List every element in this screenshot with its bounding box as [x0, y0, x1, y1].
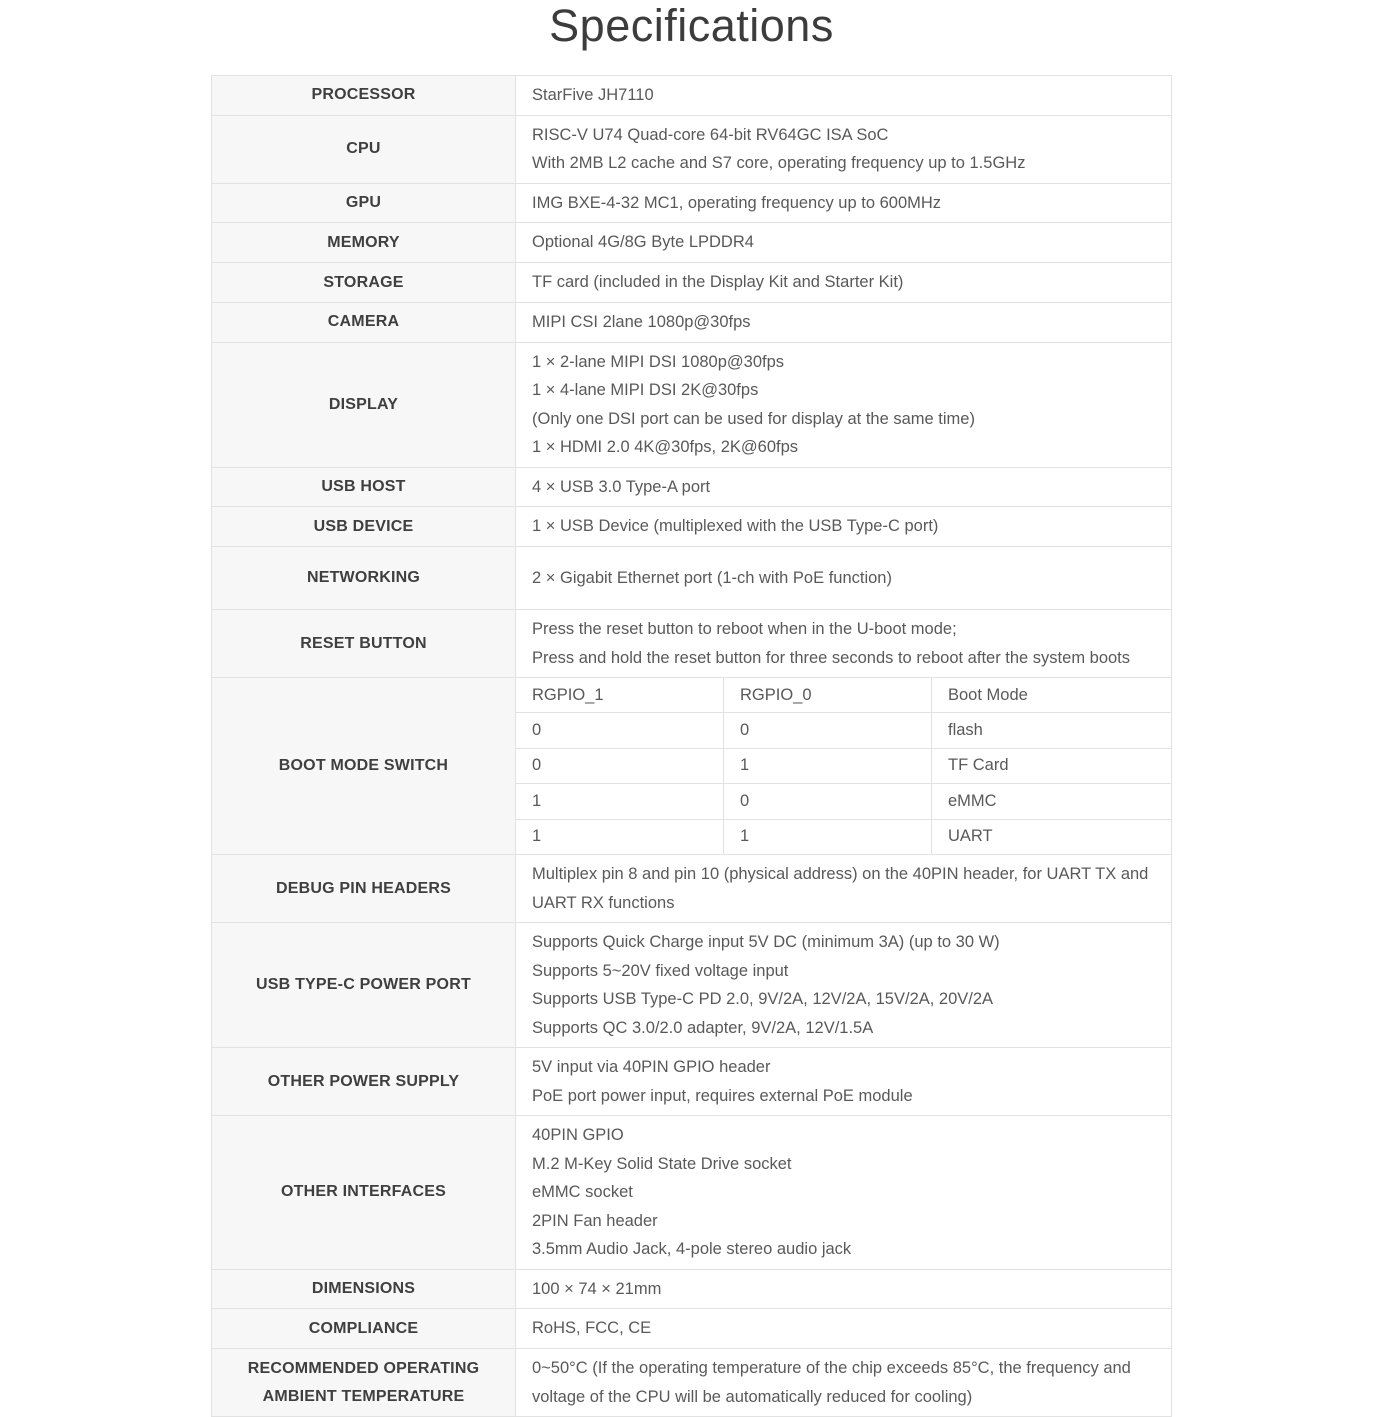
table-row	[212, 115, 1171, 183]
boot-table-header-row	[516, 678, 1171, 712]
spec-value-line: Supports QC 3.0/2.0 adapter, 9V/2A, 12V/1.5A	[532, 1018, 874, 1037]
spec-value	[516, 1309, 1171, 1348]
spec-label: CPU	[212, 116, 516, 183]
spec-value-line: 40PIN GPIO	[532, 1126, 624, 1144]
spec-value-line: StarFive JH7110	[532, 86, 654, 104]
page-title: Specifications	[549, 0, 834, 51]
spec-value	[516, 1270, 1171, 1309]
spec-value-line: 100 × 74 × 21mm	[532, 1279, 662, 1298]
boot-table-cell: 1	[532, 827, 542, 846]
table-row	[212, 609, 1171, 677]
spec-label: PROCESSOR	[212, 76, 516, 115]
boot-table-cell: 0	[532, 721, 542, 740]
spec-label: RESET BUTTON	[212, 610, 516, 677]
spec-value-line: (Only one DSI port can be used for display at the same time)	[532, 409, 975, 428]
boot-table-row	[516, 819, 1171, 854]
spec-label: USB TYPE-C POWER PORT	[212, 923, 516, 1047]
boot-table-cell: 0	[723, 713, 931, 747]
boot-table-cell: 1	[723, 749, 931, 783]
spec-value	[516, 547, 1171, 609]
boot-table-row	[516, 712, 1171, 747]
spec-label: MEMORY	[212, 223, 516, 262]
table-row	[212, 1047, 1171, 1115]
spec-value-line: eMMC socket	[532, 1183, 633, 1201]
spec-label: USB DEVICE	[212, 507, 516, 546]
spec-value-line: PoE port power input, requires external PoE module	[532, 1086, 913, 1105]
boot-table-header-cell: RGPIO_0	[723, 678, 931, 712]
spec-value-line: 3.5mm Audio Jack, 4-pole stereo audio jack	[532, 1240, 852, 1258]
spec-value-line: 0~50°C (If the operating temperature of the chip exceeds 85°C, the frequency and voltage of the CPU will be automatically reduced for cooling)	[532, 1359, 1131, 1406]
boot-table-cell: 1	[723, 820, 931, 854]
spec-value-line: Supports 5~20V fixed voltage input	[532, 961, 789, 980]
boot-table-cell: 1	[532, 791, 542, 810]
boot-table-row	[516, 748, 1171, 783]
spec-value-line: Multiplex pin 8 and pin 10 (physical address) on the 40PIN header, for UART TX and UART RX functions	[532, 865, 1149, 912]
spec-value-line: Optional 4G/8G Byte LPDDR4	[532, 233, 754, 252]
spec-value-line: 5V input via 40PIN GPIO header	[532, 1058, 771, 1076]
spec-value	[516, 678, 1171, 854]
table-row	[212, 506, 1171, 546]
spec-value-line: M.2 M-Key Solid State Drive socket	[532, 1154, 792, 1173]
spec-label: DISPLAY	[212, 343, 516, 467]
table-row	[212, 922, 1171, 1047]
spec-value	[516, 116, 1171, 183]
boot-table-cell: eMMC	[931, 784, 1171, 818]
spec-value	[516, 507, 1171, 546]
spec-value	[516, 303, 1171, 342]
spec-value	[516, 923, 1171, 1047]
spec-value-line: MIPI CSI 2lane 1080p@30fps	[532, 313, 751, 331]
table-row	[212, 222, 1171, 262]
specifications-table	[211, 75, 1172, 1417]
spec-label: COMPLIANCE	[212, 1309, 516, 1348]
boot-table-header-cell: Boot Mode	[931, 678, 1171, 712]
boot-table-cell: 0	[532, 756, 542, 775]
spec-label: RECOMMENDED OPERATING AMBIENT TEMPERATURE	[212, 1349, 516, 1416]
spec-value-line: Press and hold the reset button for three seconds to reboot after the system boots	[532, 648, 1131, 667]
boot-table-cell: TF Card	[931, 749, 1171, 783]
spec-value-line: RoHS, FCC, CE	[532, 1319, 652, 1338]
spec-value	[516, 610, 1171, 677]
table-row	[212, 1269, 1171, 1309]
table-row	[212, 76, 1171, 115]
spec-value-line: Press the reset button to reboot when in the U-boot mode;	[532, 620, 957, 638]
boot-table-cell: 0	[723, 784, 931, 818]
table-row	[212, 854, 1171, 922]
spec-value-line: 1 × HDMI 2.0 4K@30fps, 2K@60fps	[532, 438, 799, 456]
table-row	[212, 467, 1171, 507]
spec-value-line: 2PIN Fan header	[532, 1211, 658, 1230]
table-row	[212, 342, 1171, 467]
table-row	[212, 677, 1171, 854]
spec-value	[516, 468, 1171, 507]
boot-mode-table	[516, 678, 1171, 854]
spec-value	[516, 1048, 1171, 1115]
table-row	[212, 1115, 1171, 1269]
spec-value	[516, 184, 1171, 223]
table-row	[212, 183, 1171, 223]
table-row	[212, 1348, 1171, 1416]
spec-value-line: 2 × Gigabit Ethernet port (1-ch with PoE function)	[532, 568, 892, 587]
spec-label: OTHER POWER SUPPLY	[212, 1048, 516, 1115]
spec-value-line: 1 × USB Device (multiplexed with the USB Type-C port)	[532, 517, 939, 536]
spec-value-line: IMG BXE-4-32 MC1, operating frequency up to 600MHz	[532, 193, 942, 212]
boot-table-row	[516, 783, 1171, 818]
spec-label: DIMENSIONS	[212, 1270, 516, 1309]
table-row	[212, 302, 1171, 342]
boot-table-cell: UART	[931, 820, 1171, 854]
spec-value-line: Supports USB Type-C PD 2.0, 9V/2A, 12V/2A, 15V/2A, 20V/2A	[532, 990, 994, 1008]
spec-value-line: 1 × 4-lane MIPI DSI 2K@30fps	[532, 381, 759, 399]
spec-label: CAMERA	[212, 303, 516, 342]
spec-value-line: TF card (included in the Display Kit and Starter Kit)	[532, 273, 904, 292]
spec-label: NETWORKING	[212, 547, 516, 609]
table-row	[212, 546, 1171, 609]
spec-value	[516, 263, 1171, 302]
boot-table-cell: flash	[931, 713, 1171, 747]
spec-value	[516, 855, 1171, 922]
table-row	[212, 1308, 1171, 1348]
spec-value	[516, 343, 1171, 467]
spec-label: GPU	[212, 184, 516, 223]
spec-value	[516, 223, 1171, 262]
spec-value	[516, 76, 1171, 115]
spec-value-line: Supports Quick Charge input 5V DC (minimum 3A) (up to 30 W)	[532, 933, 1000, 951]
spec-label: STORAGE	[212, 263, 516, 302]
spec-value-line: With 2MB L2 cache and S7 core, operating frequency up to 1.5GHz	[532, 154, 1026, 172]
table-row	[212, 262, 1171, 302]
spec-value-line: 1 × 2-lane MIPI DSI 1080p@30fps	[532, 352, 785, 371]
spec-label: DEBUG PIN HEADERS	[212, 855, 516, 922]
spec-value-line: 4 × USB 3.0 Type-A port	[532, 477, 711, 496]
boot-table-header-cell: RGPIO_1	[532, 685, 604, 704]
spec-label: BOOT MODE SWITCH	[212, 678, 516, 854]
spec-value	[516, 1116, 1171, 1269]
spec-label: OTHER INTERFACES	[212, 1116, 516, 1269]
spec-value-line: RISC-V U74 Quad-core 64-bit RV64GC ISA SoC	[532, 125, 889, 144]
spec-label: USB HOST	[212, 468, 516, 507]
